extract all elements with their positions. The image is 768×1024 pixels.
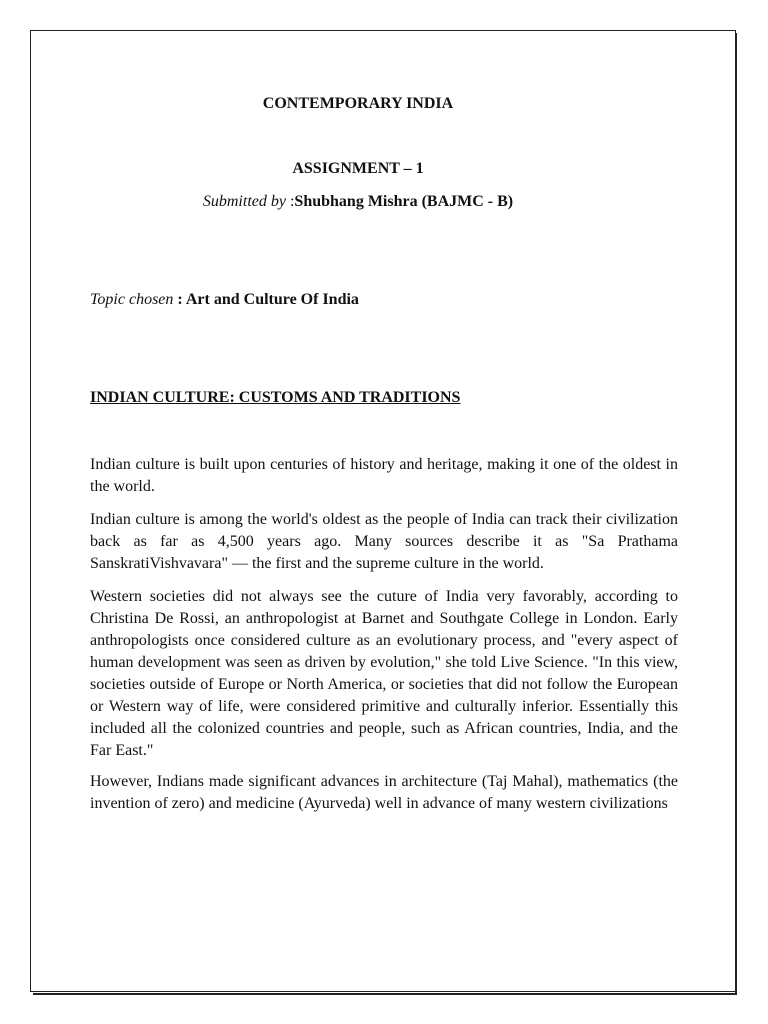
topic-label: Topic chosen — [90, 291, 174, 308]
paragraph-2: Indian culture is among the world's oldest as the people of India can track their civilization back as far as 4,500 years ago. Many sources describe it as "Sa Prathama SanskratiVishvavara" — the first and the supreme culture in the world. — [90, 511, 678, 572]
submitted-label: Submitted by — [202, 193, 286, 210]
paragraph-3: Western societies did not always see the cuture of India very favorably, according to Christina De Rossi, an anthropologist at Barnet and Southgate College in London. Early anthropologists once considered culture as an evolutionary process, and "every aspect of human development was seen as driven by evolution," she told Live Science. "In this view, societies outside of Europe or North America, or societies that did not follow the European or Western way of life, were considered primitive and culturally inferior. Essentially this included all the colonized countries and people, such as African countries, India, and the Far East." — [90, 588, 678, 759]
submitted-separator: : — [285, 193, 295, 210]
paragraph-4: However, Indians made significant advances in architecture (Taj Mahal), mathematics (the invention of zero) and medicine (Ayurveda) well in advance of many western civilizations — [90, 773, 678, 812]
topic-line — [90, 289, 359, 311]
submitted-name: Shubhang Mishra (BAJMC - B) — [294, 193, 514, 210]
topic-separator: : — [173, 291, 186, 308]
topic-value: Art and Culture Of India — [185, 291, 359, 308]
course-title: CONTEMPORARY INDIA — [262, 95, 454, 112]
assignment-title: ASSIGNMENT – 1 — [292, 160, 424, 177]
paragraph-1: Indian culture is built upon centuries of history and heritage, making it one of the oldest in the world. — [90, 456, 678, 495]
section-heading: INDIAN CULTURE: CUSTOMS AND TRADITIONS — [90, 389, 461, 406]
submitted-by-line — [0, 191, 716, 213]
